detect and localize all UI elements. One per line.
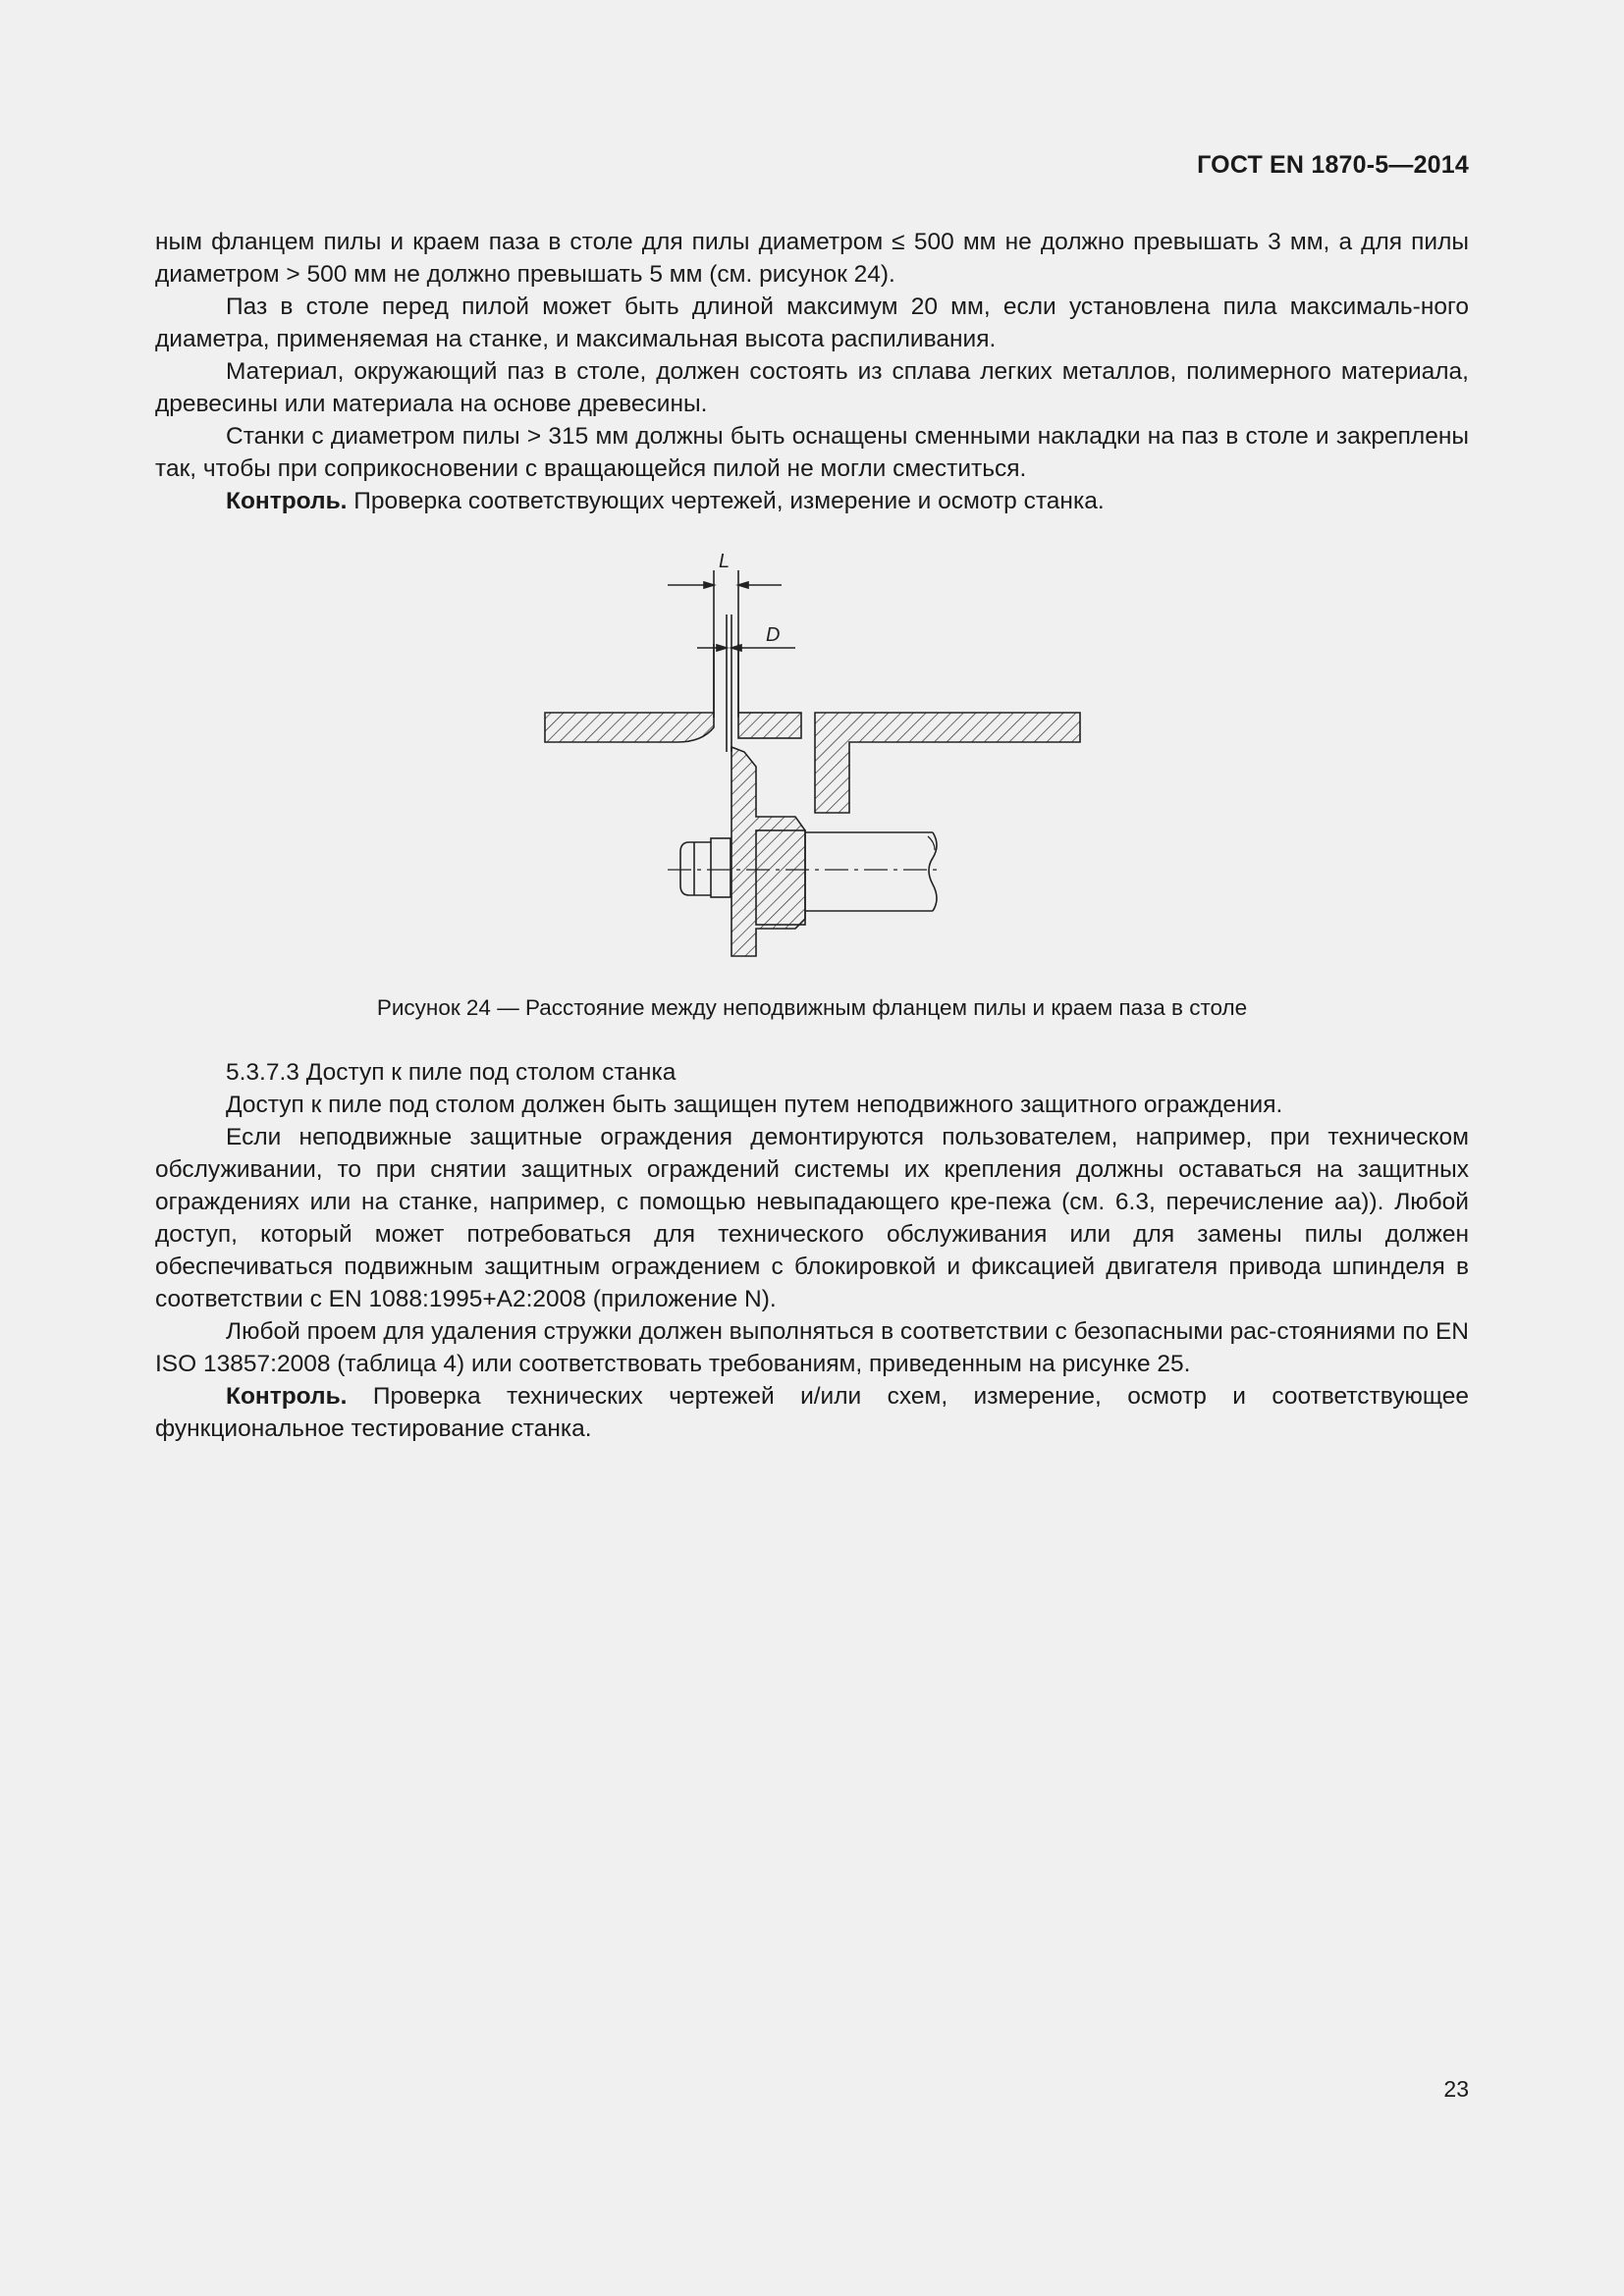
page-number: 23 [1443,2076,1469,2102]
section-control-text: Проверка технических чертежей и/или схем, измерение, осмотр и соответствующее функциональное тестирование станка. [155,1383,1469,1442]
figure-24 [530,546,1100,968]
document-header: ГОСТ EN 1870-5—2014 [1197,151,1469,179]
figure-caption: Рисунок 24 — Расстояние между неподвижным фланцем пилы и краем паза в столе [376,995,1248,1020]
body-text-top [155,226,1469,517]
control-text: Проверка соответствующих чертежей, измерение и осмотр станка. [347,488,1105,514]
paragraph-2: Паз в столе перед пилой может быть длиной максимум 20 мм, если установлена пила максималь-ного диаметра, применяемая на станке, и максимальная высота распиливания. [155,294,1469,352]
paragraph-control [155,485,1469,517]
control-label: Контроль. [226,488,348,514]
paragraph-1: ным фланцем пилы и краем паза в столе для пилы диаметром ≤ 500 мм не должно превышать 3 мм, а для пилы диаметром > 500 мм не должно превышать 5 мм (см. рисунок 24). [155,229,1469,288]
saw-flange-drawing [530,546,1100,968]
section-heading: 5.3.7.3 Доступ к пиле под столом станка [226,1059,677,1086]
paragraph-3: Материал, окружающий паз в столе, должен состоять из сплава легких металлов, полимерного материала, древесины или материала на основе древесины. [155,358,1469,417]
section-control-label: Контроль. [226,1383,348,1410]
dimension-label-L: L [719,551,731,572]
section-paragraph-3: Любой проем для удаления стружки должен выполняться в соответствии с безопасными рас-стояниями по EN ISO 13857:2008 (таблица 4) или соответствовать требованиям, приведенным на рисунке 25. [155,1318,1469,1377]
section-paragraph-1: Доступ к пиле под столом должен быть защищен путем неподвижного защитного ограждения. [226,1092,1283,1118]
section-5-3-7-3 [155,1056,1469,1445]
dimension-label-D: D [766,624,781,646]
paragraph-4: Станки с диаметром пилы > 315 мм должны быть оснащены сменными накладки на паз в столе и закреплены так, чтобы при соприкосновении с вращающейся пилой не могли сместиться. [155,423,1469,482]
section-paragraph-control [155,1380,1469,1445]
section-paragraph-2: Если неподвижные защитные ограждения демонтируются пользователем, например, при техническом обслуживании, то при снятии защитных ограждений системы их крепления должны оставаться на защитных ограждениях или на станке, например, с помощью невыпадающего кре-пежа (см. 6.3, перечисление аа)). Любой доступ, который может потребоваться для технического обслуживания или для замены пилы должен обеспечиваться подвижным защитным ограждением с блокировкой и фиксацией двигателя привода шпинделя в соответствии с EN 1088:1995+A2:2008 (приложение N). [155,1124,1469,1312]
